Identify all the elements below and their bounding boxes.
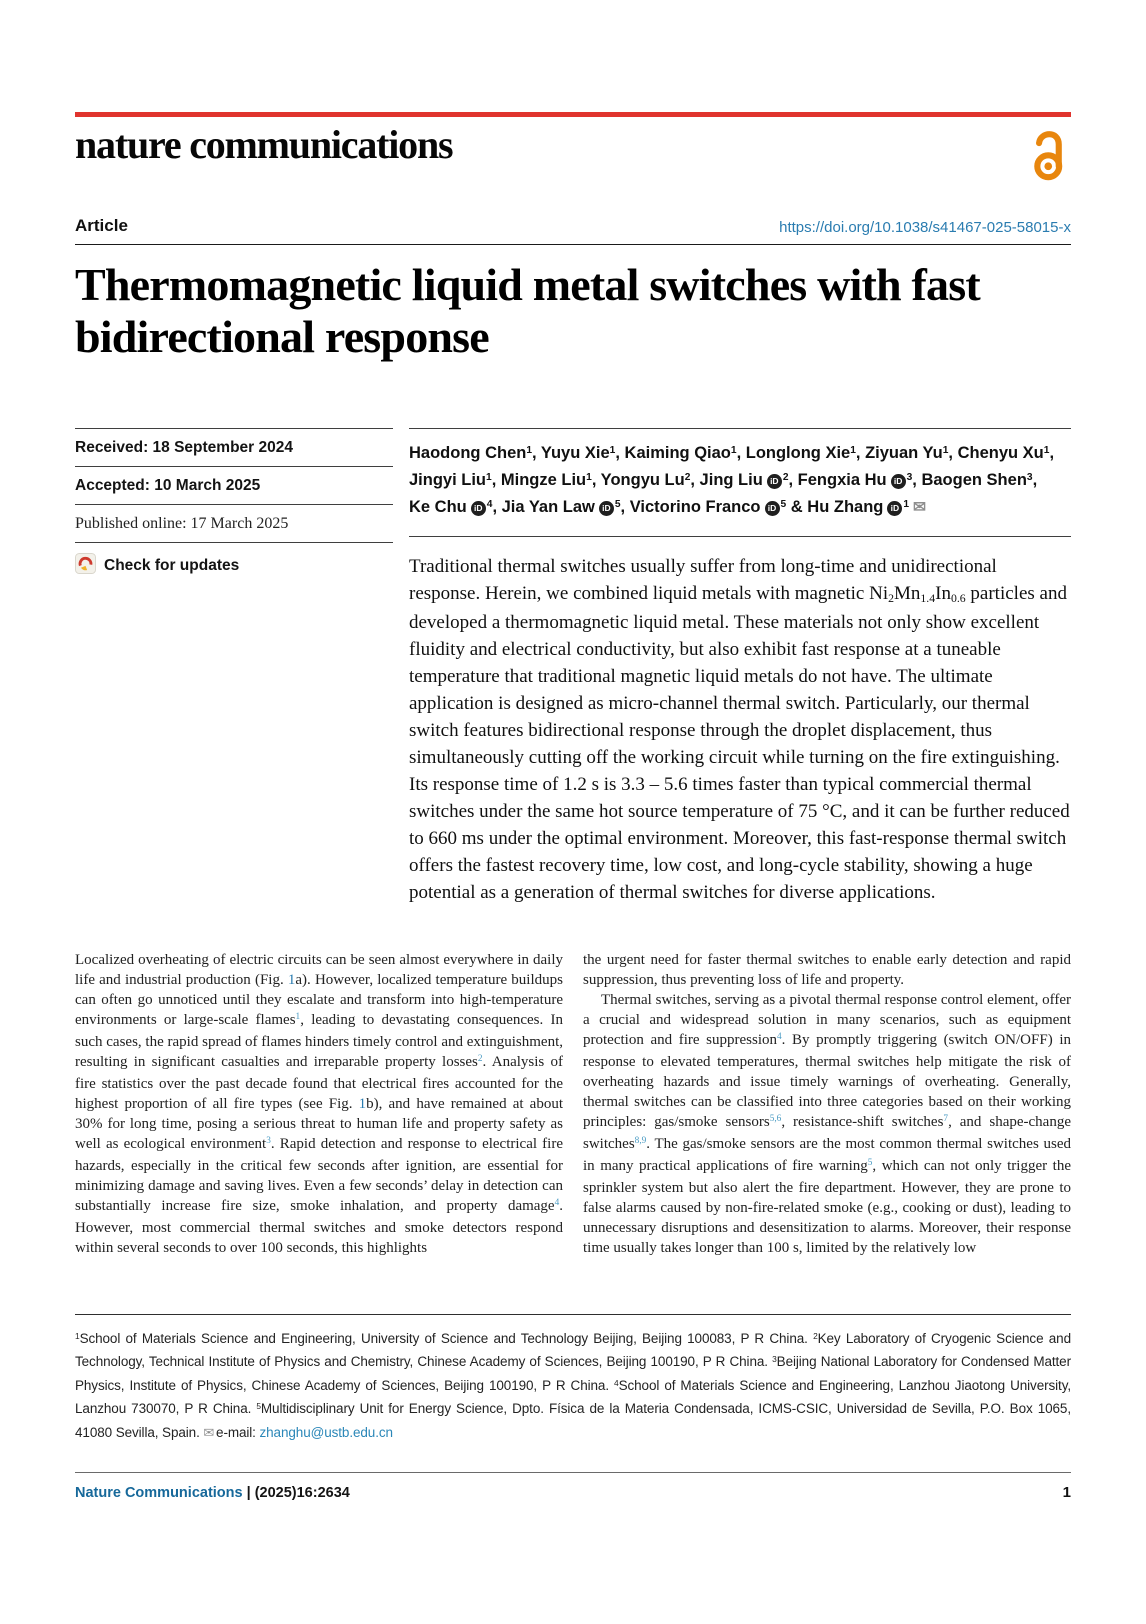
text-run: School of Materials Science and Engineering, University of Science and Technology Beijing, Beijing 100083, P R China. [79,1330,814,1346]
text-run: Jingyi Liu [409,470,487,489]
reference-link[interactable]: 5 [867,1158,873,1169]
accepted-date: Accepted: 10 March 2025 [75,466,393,504]
inline-link[interactable]: 1 [358,1095,367,1112]
body-paragraph [75,950,563,1258]
text-run: the urgent need for faster thermal switches to enable early detection and rapid suppression, thus preventing loss of life and property. [583,951,1071,988]
text-run: 3 [906,471,913,483]
text-run: 5 [614,498,621,510]
text-run: b), and have remained at about 30% for long time, posing a serious threat to human life and property safety as well as ecological environment [75,1095,564,1152]
text-run: In [935,582,951,604]
reference-link[interactable]: 4 [777,1032,782,1043]
text-run: 1 [942,444,949,456]
body-column-right [583,950,1071,1258]
text-run: 1 [75,1330,80,1341]
text-run: e-mail: [216,1424,260,1440]
text-run: 3 [772,1354,777,1365]
article-rule [75,244,1071,245]
text-run: 1 [609,444,616,456]
orcid-icon[interactable]: iD [891,474,906,489]
text-run: , Chenyu Xu [948,443,1044,462]
orcid-icon[interactable]: iD [887,501,902,516]
text-run: , which can not only trigger the sprinkler system but also alert the fire department. However, they are prone to false alarms caused by non-fire-related smoke (e.g., cooking or dust), leading to unnecessary disruptions and desensitization to alarms. Moreover, their response time usually takes longer than 100 s, limited by the relatively low [583,1157,1071,1256]
check-for-updates-label: Check for updates [104,556,240,574]
header-accent-rule [75,112,1071,117]
affiliations-block [75,1314,1071,1445]
orcid-icon[interactable]: iD [765,501,780,516]
text-run: Key Laboratory of Cryogenic Science and Technology, Technical Institute of Physics and Chemistry, Chinese Academy of Sciences, Beijing 100190, P R China. [75,1330,1071,1370]
text-run: , Jia Yan Law [492,497,595,516]
text-run: , [1032,470,1038,489]
text-run: . However, most commercial thermal switches and smoke detectors respond within several seconds to over 100 seconds, this highlights [75,1197,563,1256]
orcid-icon[interactable]: iD [471,501,486,516]
author-abstract-column [409,428,1071,906]
inline-link[interactable]: zhanghu@ustb.edu.cn [259,1424,393,1440]
article-type-label: Article [75,216,128,235]
received-date: Received: 18 September 2024 [75,428,393,466]
text-run: 1 [486,471,492,483]
text-run: Beijing National Laboratory for Condensed Matter Physics, Institute of Physics, Chinese Academy of Sciences, Beijing 100190, P R China. [75,1354,1071,1393]
abstract-block [409,536,1071,906]
text-run: particles and developed a thermomagnetic liquid metal. These materials not only show excellent fluidity and electrical conductivity, but also exhibit fast response at a tuneable temperature that traditional magnetic liquid metals do not have. The ultimate application is designed as micro-channel thermal switch. Particularly, our thermal switch features bidirectional response through the droplet displacement, thus simultaneously cutting off the working circuit while turning on the fire extinguishing. Its response time of 1.2 s is 3.3 – 5.6 times faster than typical commercial thermal switches under the same hot source temperature of 75 °C, and it can be further reduced to 660 ms under the optimal environment. Moreover, this fast-response thermal switch offers the fastest recovery time, low cost, and long-cycle stability, showing a huge potential as a generation of thermal switches for diverse applications. [409,582,1070,903]
text-run: Traditional thermal switches usually suffer from long-time and unidirectional response. Herein, we combined liquid metals with magnetic Ni [409,555,997,604]
text-run: , [1049,443,1055,462]
text-run: , Yuyu Xie [532,443,610,462]
text-run: 1 [1043,444,1050,456]
text-run: 1 [850,444,856,456]
reference-link[interactable]: 4 [554,1198,560,1209]
text-run: 2 [684,471,691,483]
reference-link[interactable]: 8,9 [634,1136,647,1147]
doi-link[interactable]: https://doi.org/10.1038/s41467-025-58015-x [779,219,1071,236]
journal-logo: nature communications [75,122,453,167]
abstract-text [409,553,1071,906]
open-access-icon[interactable] [1029,125,1071,188]
reference-link[interactable]: 2 [477,1054,483,1065]
body-paragraph [583,950,1071,990]
text-run: Haodong Chen [409,443,527,462]
text-run: . The gas/smoke sensors are the most common thermal switches used in many practical applications of fire warning [583,1135,1071,1174]
text-run: , Ziyuan Yu [855,443,943,462]
reference-link[interactable]: 7 [943,1114,949,1125]
body-column-left [75,950,563,1258]
text-run: 1 [903,498,910,510]
published-date: Published online: 17 March 2025 [75,504,393,542]
page-number: 1 [1062,1484,1071,1502]
article-history [75,428,393,906]
text-run: a). However, localized temperature buildups can often go unnoticed until they escalate and transform into high-temperature environments or large-scale flames [75,971,563,1028]
text-run: 4 [486,498,493,510]
text-run: Multidisciplinary Unit for Energy Science, Dpto. Física de la Materia Condensada, ICMS-CSIC, Universidad de Sevilla, P.O. Box 1065, 41080 Sevilla, Spain. [75,1401,1071,1440]
masthead [75,123,1071,188]
text-run: Ke Chu [409,497,467,516]
text-run: 2 [813,1330,818,1341]
text-run: 1 [526,444,533,456]
footer-citation [75,1485,350,1501]
text-run: Thermal switches, serving as a pivotal thermal response control element, offer a crucial and widespread solution in many scenarios, such as equipment protection and fire suppression [583,991,1071,1048]
crossmark-icon [75,553,96,579]
text-run: . Analysis of fire statistics over the past decade found that electrical fires accounted for the highest proportion of all fire types (see Fig. [75,1053,563,1112]
reference-link[interactable]: 1 [295,1012,301,1023]
text-run: , Jing Liu [690,470,763,489]
email-icon: ✉ [913,498,927,516]
text-run: , Longlong Xie [736,443,851,462]
text-run: , Kaiming Qiao [615,443,731,462]
author-list [409,441,1071,522]
text-run: School of Materials Science and Engineering, Lanzhou Jiaotong University, Lanzhou 730070, P R China. [75,1377,1072,1417]
authors-block [409,428,1071,536]
orcid-icon[interactable]: iD [767,474,782,489]
text-run: , resistance-shift switches [781,1113,944,1130]
text-run: , Baogen Shen [912,470,1027,489]
text-run: , Yongyu Lu [591,470,685,489]
inline-link[interactable]: 1 [287,971,296,988]
footer-journal-name[interactable]: Nature Communications [75,1485,243,1502]
text-run: 0.6 [950,592,966,606]
reference-link[interactable]: 3 [266,1136,271,1147]
check-for-updates-button[interactable] [75,542,393,588]
text-run: Localized overheating of electric circuits can be seen almost everywhere in daily life and industrial production (Fig. [75,951,563,988]
text-run: , leading to devastating consequences. In such cases, the rapid spread of flames hinders timely control and extinguishment, resulting in significant casualties and irreparable property losses [75,1011,564,1070]
text-run: , and shape-change switches [583,1113,1071,1152]
body-paragraph [583,990,1071,1258]
text-run: , Fengxia Hu [788,470,887,489]
text-run: 2 [782,471,789,483]
text-run: . Rapid detection and response to electrical fire hazards, especially in the critical few seconds after ignition, are essential for minimizing damage and saving lives. Even a few seconds’ delay in detection can substantially increase fire size, smoke inhalation, and property damage [75,1135,563,1214]
email-icon: ✉ [203,1424,215,1440]
affiliations-text [75,1328,1071,1445]
text-run: , Mingze Liu [491,470,587,489]
text-run: 1.4 [920,592,936,606]
text-run: 1 [586,471,592,483]
text-run: 5 [780,498,787,510]
body-columns [75,950,1071,1258]
page-footer [75,1472,1071,1501]
page-title: Thermomagnetic liquid metal switches with fast bidirectional response [75,259,980,363]
text-run: Mn [894,582,921,604]
orcid-icon[interactable]: iD [599,501,614,516]
meta-section [75,428,1071,906]
text-run: 5 [256,1401,261,1412]
text-run: 3 [1026,471,1033,483]
text-run: 1 [730,444,737,456]
text-run: , Victorino Franco [620,497,761,516]
reference-link[interactable]: 5,6 [769,1114,782,1125]
text-run: & Hu Zhang [786,497,884,516]
article-bar [75,216,1071,236]
text-run: 2 [888,592,894,606]
text-run: 4 [614,1377,619,1388]
text-run: . By promptly triggering (switch ON/OFF) in response to elevated temperatures, thermal switches help mitigate the risk of overheating hazards and issue timely warnings of overheating. Generally, thermal switches can be classified into three categories based on their working principles: gas/smoke sensors [583,1031,1071,1130]
footer-citation-text: | (2025)16:2634 [242,1485,350,1502]
